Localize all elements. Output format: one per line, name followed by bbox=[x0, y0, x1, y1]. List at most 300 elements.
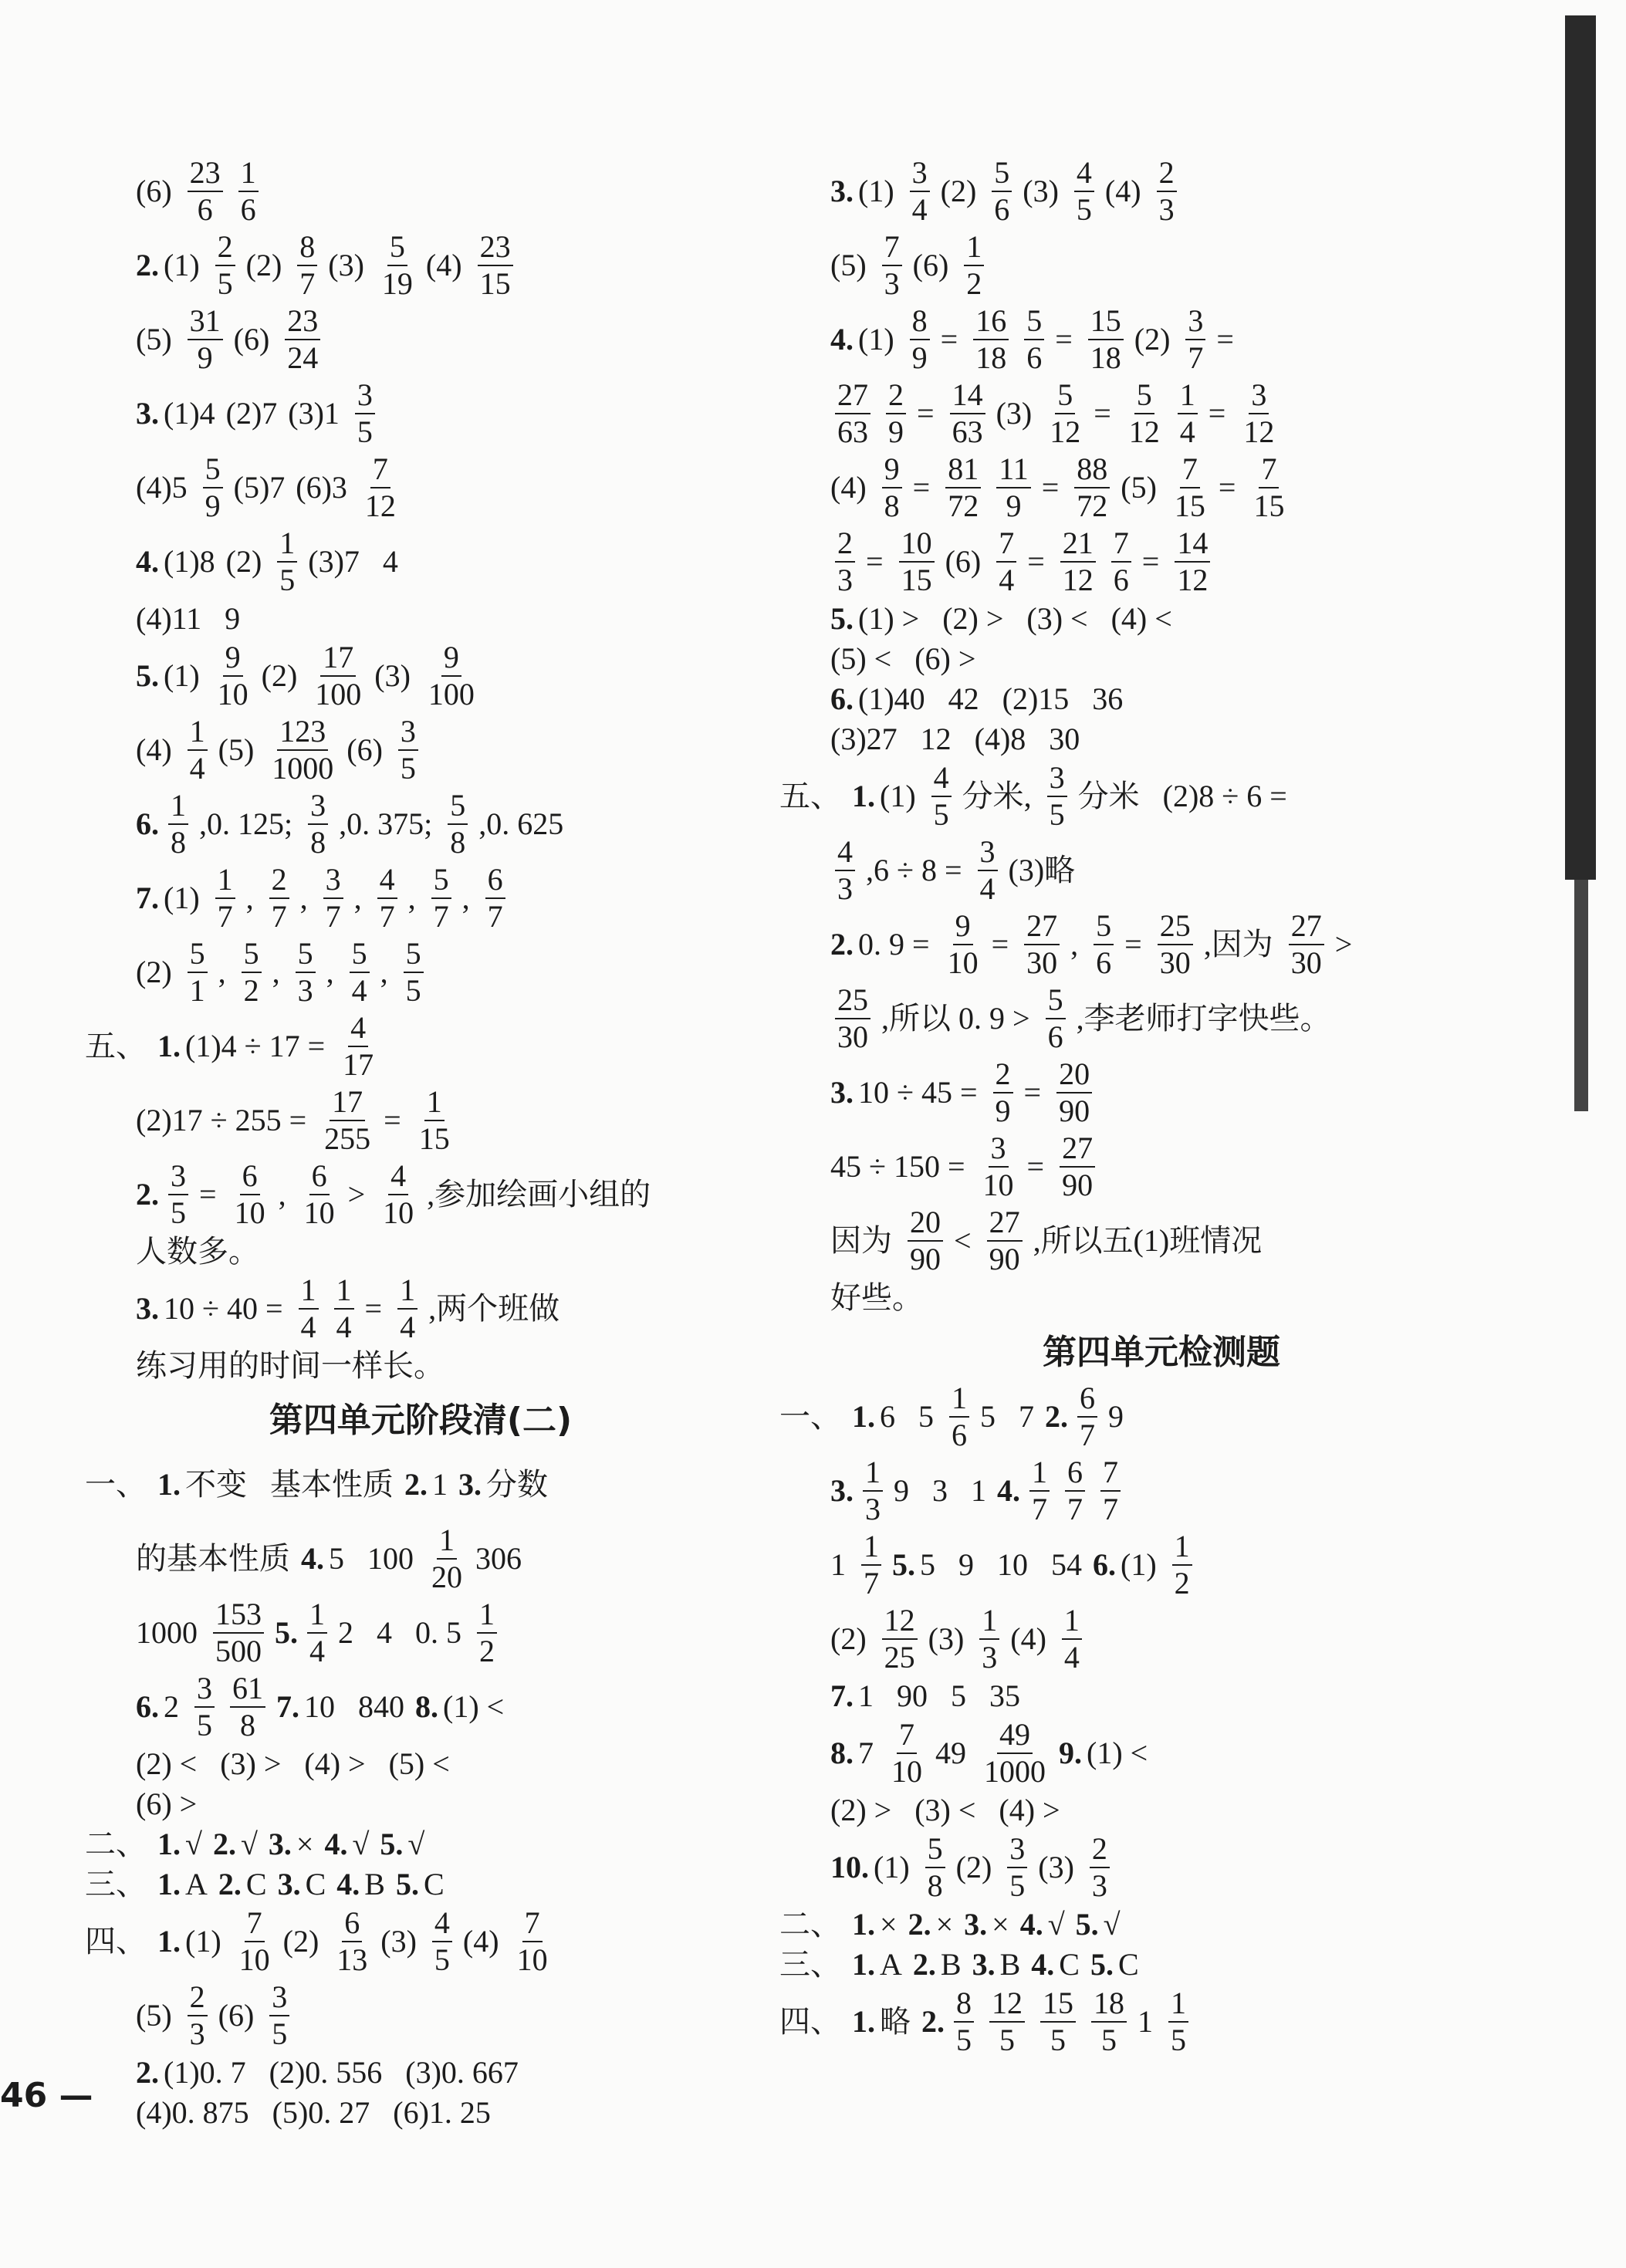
fraction-numerator: 27 bbox=[1289, 908, 1324, 945]
answer-text: √ bbox=[1103, 1907, 1121, 1942]
fraction-denominator: 4 bbox=[351, 973, 367, 1008]
fraction bbox=[232, 1158, 268, 1231]
question-number: 2. bbox=[1045, 1399, 1068, 1434]
answer-line bbox=[85, 377, 756, 451]
answer-text: = bbox=[384, 1103, 401, 1137]
answer-line bbox=[779, 1602, 1543, 1676]
fraction bbox=[1157, 155, 1177, 228]
answer-text: (6) bbox=[912, 248, 949, 282]
question-number: 6. bbox=[1093, 1547, 1116, 1582]
answer-text: = bbox=[917, 396, 935, 431]
answer-line bbox=[85, 451, 756, 525]
fraction-denominator: 3 bbox=[297, 973, 313, 1008]
fraction-denominator: 12 bbox=[1062, 563, 1094, 597]
answer-text: = bbox=[1094, 396, 1111, 431]
fraction bbox=[886, 377, 906, 450]
answer-text: (1) bbox=[874, 1850, 910, 1884]
fraction-denominator: 8 bbox=[240, 1708, 255, 1742]
answer-line bbox=[85, 1083, 756, 1158]
question-number: 5. bbox=[136, 658, 159, 693]
fraction-numerator: 7 bbox=[1259, 451, 1279, 488]
question-number: 5. bbox=[1090, 1947, 1114, 1982]
question-number: 1. bbox=[157, 1029, 181, 1063]
fraction-numerator: 3 bbox=[1249, 377, 1269, 414]
fraction-numerator: 7 bbox=[370, 451, 390, 488]
fraction bbox=[242, 936, 262, 1009]
fraction bbox=[1046, 982, 1066, 1055]
question-number: 9. bbox=[1059, 1736, 1082, 1770]
fraction bbox=[188, 936, 208, 1009]
answer-text: 五、 bbox=[85, 1029, 147, 1063]
fraction bbox=[1251, 451, 1286, 524]
question-number: 2. bbox=[218, 1867, 242, 1901]
fraction-numerator: 3 bbox=[910, 155, 930, 192]
question-number: 3. bbox=[268, 1827, 292, 1861]
fraction-denominator: 5 bbox=[171, 1195, 186, 1230]
fraction bbox=[989, 1986, 1025, 2058]
fraction-numerator: 3 bbox=[355, 377, 375, 414]
fraction bbox=[377, 862, 397, 935]
fraction-numerator: 3 bbox=[269, 1979, 289, 2016]
question-number: 5. bbox=[380, 1827, 404, 1861]
answer-text: , bbox=[326, 955, 334, 989]
fraction-denominator: 13 bbox=[336, 1942, 368, 1977]
fraction-denominator: 10 bbox=[234, 1195, 265, 1230]
fraction-denominator: 10 bbox=[516, 1942, 548, 1977]
answer-text: (4) bbox=[830, 470, 867, 505]
fraction-denominator: 8 bbox=[171, 825, 186, 860]
answer-text: = bbox=[991, 927, 1009, 962]
fraction-denominator: 10 bbox=[303, 1195, 335, 1230]
fraction-numerator: 5 bbox=[1046, 982, 1066, 1019]
fraction bbox=[350, 936, 370, 1009]
fraction-denominator: 6 bbox=[197, 192, 213, 227]
fraction-denominator: 1000 bbox=[272, 751, 334, 786]
answer-line bbox=[779, 451, 1543, 525]
answer-line bbox=[779, 1790, 1543, 1830]
answer-text: (2) bbox=[225, 544, 262, 579]
answer-text: (5) bbox=[136, 1998, 172, 2033]
answer-line bbox=[85, 1346, 756, 1386]
answer-text: (5) < (6) > bbox=[830, 641, 976, 676]
answer-text: 49 bbox=[935, 1736, 966, 1770]
answer-text: C bbox=[1117, 1947, 1139, 1982]
fraction-denominator: 8 bbox=[927, 1868, 943, 1903]
answer-text: (4) bbox=[136, 732, 172, 767]
fraction bbox=[1094, 908, 1114, 981]
fraction-denominator: 3 bbox=[837, 871, 853, 906]
fraction-numerator: 153 bbox=[213, 1597, 264, 1634]
fraction bbox=[308, 788, 328, 860]
answer-text: B bbox=[999, 1947, 1021, 1982]
fraction bbox=[1065, 1455, 1085, 1527]
answer-line bbox=[779, 1454, 1543, 1528]
fraction-denominator: 10 bbox=[982, 1168, 1014, 1202]
fraction bbox=[1047, 760, 1067, 833]
question-number: 4. bbox=[136, 544, 159, 579]
fraction-numerator: 2 bbox=[835, 526, 855, 563]
fraction-numerator: 1 bbox=[424, 1084, 445, 1121]
answer-line bbox=[779, 1716, 1543, 1790]
fraction-numerator: 18 bbox=[1091, 1986, 1127, 2023]
answer-text: = bbox=[940, 322, 958, 357]
answer-text: (6) bbox=[218, 1998, 255, 2033]
answer-text: = bbox=[199, 1177, 217, 1212]
answer-text: × bbox=[880, 1907, 898, 1942]
fraction-numerator: 1 bbox=[1168, 1986, 1188, 2023]
fraction-denominator: 4 bbox=[336, 1310, 352, 1344]
fraction-denominator: 5 bbox=[1050, 2023, 1066, 2057]
answer-text: = bbox=[1026, 1149, 1045, 1184]
answer-line bbox=[779, 982, 1543, 1056]
fraction-denominator: 7 bbox=[1067, 1492, 1083, 1526]
fraction-numerator: 6 bbox=[309, 1158, 330, 1195]
fraction-denominator: 25 bbox=[884, 1640, 915, 1675]
answer-text: 四、 bbox=[85, 1924, 147, 1959]
fraction-denominator: 90 bbox=[1062, 1168, 1094, 1202]
fraction-numerator: 7 bbox=[1111, 526, 1131, 563]
question-number: 1. bbox=[157, 1924, 181, 1959]
answer-text: 的基本性质 bbox=[136, 1541, 290, 1576]
answer-text: 1000 bbox=[136, 1615, 198, 1650]
answer-text: , bbox=[380, 955, 388, 989]
fraction-numerator: 5 bbox=[431, 862, 451, 899]
fraction-numerator: 1 bbox=[307, 1597, 327, 1634]
fraction-denominator: 3 bbox=[865, 1492, 881, 1526]
answer-text: (4) bbox=[425, 248, 462, 282]
fraction-numerator: 23 bbox=[188, 155, 223, 192]
answer-text: (3) bbox=[328, 248, 364, 282]
fraction bbox=[945, 908, 981, 981]
fraction-numerator: 3 bbox=[398, 714, 418, 751]
fraction-denominator: 5 bbox=[1009, 1868, 1026, 1903]
fraction-numerator: 7 bbox=[1180, 451, 1200, 488]
fraction-numerator: 81 bbox=[945, 451, 981, 488]
fraction-denominator: 10 bbox=[947, 945, 979, 980]
fraction-denominator: 100 bbox=[315, 677, 362, 711]
fraction-denominator: 18 bbox=[1090, 340, 1121, 375]
fraction-numerator: 6 bbox=[1077, 1381, 1097, 1418]
answer-text: (5) bbox=[830, 248, 867, 282]
fraction bbox=[1175, 526, 1210, 598]
answer-line bbox=[85, 1448, 756, 1522]
answer-line bbox=[779, 228, 1543, 303]
answer-text: 7 bbox=[858, 1736, 874, 1770]
fraction-numerator: 25 bbox=[835, 982, 870, 1019]
fraction-denominator: 1 bbox=[189, 973, 205, 1008]
fraction-numerator: 4 bbox=[388, 1158, 408, 1195]
answer-line bbox=[779, 833, 1543, 908]
fraction bbox=[485, 862, 505, 935]
question-number: 3. bbox=[458, 1467, 482, 1502]
fraction bbox=[899, 526, 935, 598]
fraction bbox=[238, 155, 259, 228]
answer-text: , bbox=[218, 955, 226, 989]
fraction-denominator: 90 bbox=[989, 1242, 1020, 1276]
fraction-denominator: 6 bbox=[240, 192, 256, 227]
answer-text: ,因为 bbox=[1203, 927, 1273, 962]
fraction-numerator: 5 bbox=[1134, 377, 1154, 414]
fraction-numerator: 4 bbox=[835, 834, 855, 871]
fraction-denominator: 72 bbox=[948, 488, 979, 523]
answer-line bbox=[85, 1905, 756, 1979]
fraction-numerator: 12 bbox=[882, 1603, 918, 1640]
answer-line bbox=[779, 719, 1543, 759]
fraction bbox=[1088, 303, 1124, 376]
answer-text: 2 4 0. 5 bbox=[338, 1615, 461, 1650]
answer-text: (4)11 9 bbox=[136, 601, 241, 636]
answer-text: > bbox=[347, 1177, 366, 1212]
fraction-denominator: 9 bbox=[205, 488, 221, 523]
fraction-denominator: 63 bbox=[952, 414, 983, 449]
fraction-numerator: 3 bbox=[989, 1131, 1009, 1168]
answer-text: 45 ÷ 150 = bbox=[830, 1149, 965, 1184]
fraction bbox=[861, 1529, 881, 1601]
fraction bbox=[973, 303, 1009, 376]
fraction bbox=[992, 155, 1012, 228]
left-column bbox=[85, 154, 756, 2133]
question-number: 4. bbox=[830, 322, 854, 357]
answer-text: (1)0. 7 (2)0. 556 (3)0. 667 bbox=[164, 2055, 519, 2090]
answer-text: 5 7 bbox=[980, 1399, 1034, 1434]
fraction bbox=[1060, 1131, 1095, 1203]
fraction-denominator: 30 bbox=[1159, 945, 1191, 980]
fraction-denominator: 4 bbox=[309, 1634, 325, 1668]
fraction-numerator: 21 bbox=[1060, 526, 1096, 563]
fraction-numerator: 5 bbox=[387, 229, 407, 266]
fraction bbox=[188, 303, 223, 376]
answer-line bbox=[779, 908, 1543, 982]
answer-text: = bbox=[1141, 544, 1160, 579]
fraction-denominator: 90 bbox=[1059, 1093, 1090, 1128]
answer-text: = bbox=[866, 544, 884, 579]
answer-text: , bbox=[407, 880, 416, 915]
fraction-numerator: 7 bbox=[522, 1905, 543, 1942]
answer-text: , bbox=[461, 880, 470, 915]
fraction-denominator: 7 bbox=[217, 899, 233, 934]
fraction bbox=[950, 377, 985, 450]
fraction-denominator: 4 bbox=[189, 751, 205, 786]
fraction bbox=[203, 451, 223, 524]
answer-line bbox=[779, 1204, 1543, 1278]
fraction-denominator: 72 bbox=[1077, 488, 1108, 523]
fraction-numerator: 2 bbox=[886, 377, 906, 414]
fraction bbox=[269, 1979, 289, 2052]
answer-line bbox=[85, 1744, 756, 1784]
fraction-numerator: 17 bbox=[330, 1084, 365, 1121]
fraction-denominator: 4 bbox=[1179, 414, 1195, 449]
fraction-denominator: 4 bbox=[911, 192, 928, 227]
answer-text: (5)7 bbox=[233, 470, 286, 505]
fraction-numerator: 1 bbox=[215, 862, 235, 899]
fraction bbox=[1091, 1986, 1127, 2058]
answer-text: (1) bbox=[164, 880, 200, 915]
answer-line bbox=[85, 639, 756, 713]
answer-text: 10 ÷ 40 = bbox=[164, 1291, 283, 1326]
fraction bbox=[188, 714, 208, 786]
answer-text: (1)4 bbox=[164, 396, 215, 431]
fraction bbox=[397, 1273, 417, 1345]
answer-text: = bbox=[1055, 322, 1073, 357]
fraction-numerator: 5 bbox=[203, 451, 223, 488]
fraction-numerator: 23 bbox=[285, 303, 320, 340]
fraction bbox=[1077, 1381, 1097, 1453]
answer-text: 10 ÷ 45 = bbox=[858, 1075, 978, 1110]
answer-text: 略 bbox=[880, 2004, 911, 2039]
question-number: 1. bbox=[852, 1947, 875, 1982]
fraction-numerator: 9 bbox=[882, 451, 902, 488]
fraction-denominator: 8 bbox=[884, 488, 900, 523]
fraction-numerator: 6 bbox=[1065, 1455, 1085, 1492]
answer-text: = bbox=[1027, 544, 1045, 579]
fraction-numerator: 49 bbox=[997, 1717, 1033, 1754]
question-number: 8. bbox=[415, 1689, 438, 1724]
answer-text: C bbox=[423, 1867, 445, 1901]
question-number: 2. bbox=[921, 2004, 945, 2039]
fraction-denominator: 7 bbox=[299, 266, 316, 301]
answer-line bbox=[85, 861, 756, 935]
fraction-numerator: 1 bbox=[168, 788, 188, 825]
fraction-numerator: 7 bbox=[245, 1905, 265, 1942]
answer-text: 二、 bbox=[779, 1907, 841, 1942]
answer-text: 三、 bbox=[85, 1867, 147, 1901]
fraction-numerator: 5 bbox=[925, 1831, 945, 1868]
fraction-denominator: 9 bbox=[888, 414, 904, 449]
fraction-numerator: 5 bbox=[242, 936, 262, 973]
question-number: 1. bbox=[157, 1467, 181, 1502]
answer-text: B bbox=[940, 1947, 962, 1982]
fraction-denominator: 2 bbox=[966, 266, 982, 301]
answer-text: (6) bbox=[136, 174, 172, 208]
fraction-denominator: 2 bbox=[479, 1634, 495, 1668]
page-edge-shadow bbox=[1565, 15, 1596, 880]
fraction-numerator: 14 bbox=[950, 377, 985, 414]
question-number: 2. bbox=[830, 927, 854, 962]
fraction bbox=[1168, 1986, 1188, 2058]
answer-text: (3) bbox=[996, 396, 1033, 431]
fraction-numerator: 1 bbox=[477, 1597, 497, 1634]
fraction-denominator: 9 bbox=[197, 340, 213, 375]
fraction-denominator: 4 bbox=[400, 1310, 416, 1344]
fraction-numerator: 1 bbox=[277, 526, 297, 563]
answer-line bbox=[779, 1056, 1543, 1130]
answer-line bbox=[779, 303, 1543, 377]
fraction bbox=[230, 1671, 265, 1743]
answer-line bbox=[85, 1824, 756, 1864]
fraction-numerator: 5 bbox=[296, 936, 316, 973]
fraction-numerator: 4 bbox=[931, 760, 952, 797]
fraction bbox=[996, 451, 1031, 524]
answer-text: 一、 bbox=[779, 1399, 841, 1434]
fraction-numerator: 5 bbox=[992, 155, 1012, 192]
fraction-numerator: 27 bbox=[1024, 908, 1060, 945]
question-number: 1. bbox=[852, 1399, 875, 1434]
fraction bbox=[1056, 1056, 1092, 1129]
fraction bbox=[1178, 377, 1198, 450]
fraction bbox=[954, 1986, 974, 2058]
answer-line bbox=[779, 1676, 1543, 1716]
page-edge-shadow-lower bbox=[1574, 880, 1588, 1111]
fraction-numerator: 1 bbox=[188, 714, 208, 751]
fraction bbox=[285, 303, 320, 376]
fraction bbox=[188, 155, 223, 228]
fraction bbox=[1040, 1986, 1076, 2058]
question-number: 1. bbox=[852, 1907, 875, 1942]
fraction bbox=[1074, 155, 1094, 228]
fraction-denominator: 17 bbox=[343, 1047, 374, 1082]
answer-text: (2) < (3) > (4) > (5) < bbox=[136, 1746, 450, 1781]
question-number: 1. bbox=[852, 779, 875, 813]
fraction bbox=[1172, 1529, 1192, 1601]
fraction-denominator: 3 bbox=[884, 266, 900, 301]
answer-text: (2) bbox=[1134, 322, 1171, 357]
fraction-denominator: 6 bbox=[952, 1418, 967, 1452]
fraction-denominator: 7 bbox=[1080, 1418, 1095, 1452]
fraction bbox=[982, 1717, 1048, 1790]
answer-text: C bbox=[1059, 1947, 1080, 1982]
fraction-denominator: 5 bbox=[217, 266, 233, 301]
fraction-denominator: 4 bbox=[999, 563, 1015, 597]
question-number: 6. bbox=[830, 681, 854, 716]
fraction-numerator: 27 bbox=[835, 377, 870, 414]
answer-line bbox=[779, 154, 1543, 228]
fraction-numerator: 8 bbox=[954, 1986, 974, 2023]
fraction-numerator: 1 bbox=[863, 1455, 883, 1492]
fraction bbox=[1241, 377, 1276, 450]
fraction bbox=[964, 229, 984, 302]
answer-text: C bbox=[305, 1867, 326, 1901]
fraction-numerator: 6 bbox=[342, 1905, 362, 1942]
fraction-denominator: 500 bbox=[215, 1634, 262, 1668]
fraction-denominator: 7 bbox=[271, 899, 287, 934]
question-number: 4. bbox=[1019, 1907, 1043, 1942]
fraction bbox=[355, 377, 375, 450]
fraction-denominator: 7 bbox=[1188, 340, 1204, 375]
answer-text: 一、 bbox=[85, 1467, 147, 1502]
answer-text: 9 bbox=[1108, 1399, 1124, 1434]
answer-text: (1) < bbox=[1087, 1736, 1148, 1770]
answer-text: (2) bbox=[261, 658, 298, 693]
fraction-denominator: 12 bbox=[364, 488, 396, 523]
fraction-denominator: 9 bbox=[911, 340, 928, 375]
question-number: 5. bbox=[275, 1615, 298, 1650]
question-number: 1. bbox=[157, 1827, 181, 1861]
fraction-numerator: 61 bbox=[230, 1671, 265, 1708]
fraction bbox=[297, 229, 317, 302]
answer-text: 10 840 bbox=[304, 1689, 404, 1724]
fraction-denominator: 2 bbox=[1174, 1566, 1190, 1600]
fraction-denominator: 3 bbox=[837, 563, 853, 597]
fraction bbox=[299, 1273, 319, 1345]
answer-text: 9 3 1 bbox=[894, 1473, 986, 1508]
fraction-numerator: 1 bbox=[1172, 1529, 1192, 1566]
answer-text: (3) bbox=[380, 1924, 417, 1959]
question-number: 3. bbox=[136, 396, 159, 431]
answer-text: (6) bbox=[945, 544, 982, 579]
fraction-numerator: 8 bbox=[297, 229, 317, 266]
fraction bbox=[477, 1597, 497, 1669]
fraction bbox=[417, 1084, 452, 1157]
answer-line bbox=[779, 1905, 1543, 1945]
fraction-numerator: 3 bbox=[323, 862, 343, 899]
answer-text: A bbox=[185, 1867, 208, 1901]
fraction-denominator: 5 bbox=[1049, 797, 1065, 832]
fraction bbox=[1024, 908, 1060, 981]
fraction-numerator: 5 bbox=[350, 936, 370, 973]
answer-text: (4) bbox=[1010, 1621, 1046, 1656]
answer-text: 好些。 bbox=[830, 1280, 923, 1315]
answer-text: (6)3 bbox=[296, 470, 347, 505]
